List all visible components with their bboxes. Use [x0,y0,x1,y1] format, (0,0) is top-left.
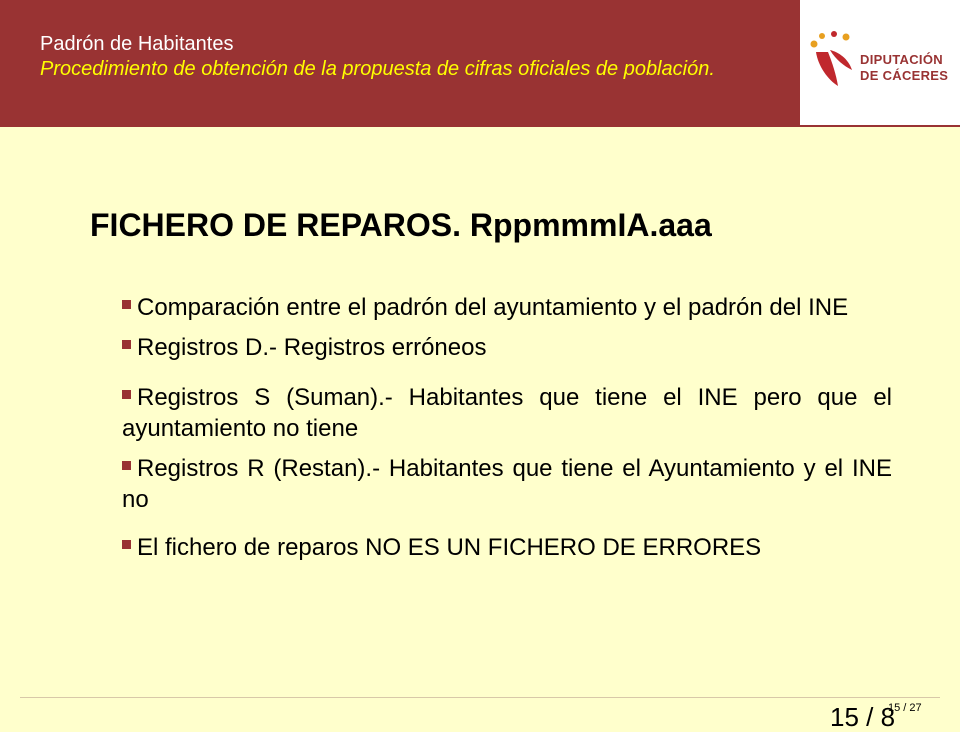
logo-area [800,0,960,125]
bullet-square-icon [122,300,131,309]
bullet-text: El fichero de reparos NO ES UN FICHERO DE ERRORES [137,534,762,561]
logo-text [860,52,948,84]
list-item [122,453,892,515]
logo-line-2: DE CÁCERES [860,68,949,83]
bullet-text: Registros D.- Registros erróneos [137,334,487,361]
bullet-square-icon [122,340,131,349]
list-item [122,332,892,363]
bullet-square-icon [122,540,131,549]
footer-divider [20,697,940,698]
bullet-list [122,292,892,563]
bullet-square-icon [122,461,131,470]
bullet-text: Comparación entre el padrón del ayuntamiento y el padrón del INE [137,294,849,321]
diputacion-logo-icon [808,30,860,90]
header-divider [0,125,960,127]
bullet-square-icon [122,390,131,399]
logo-line-1: DIPUTACIÓN [860,52,943,67]
page-number-large: 15 / 8 [830,702,896,732]
list-item [122,532,892,563]
bullet-text: Registros R (Restan).- Habitantes que tiene el Ayuntamiento y el INE no [122,455,892,513]
list-item [122,292,892,323]
header-subtitle: Procedimiento de obtención de la propuesta de cifras oficiales de población. [40,58,715,80]
list-item [122,382,892,444]
bullet-text: Registros S (Suman).- Habitantes que tiene el INE pero que el ayuntamiento no tiene [122,384,892,442]
header-bar [0,0,800,125]
header-title: Padrón de Habitantes [40,33,234,55]
slide-title: FICHERO DE REPAROS. RppmmmIA.aaa [90,207,712,243]
page-number: 15 / 27 [888,702,922,714]
